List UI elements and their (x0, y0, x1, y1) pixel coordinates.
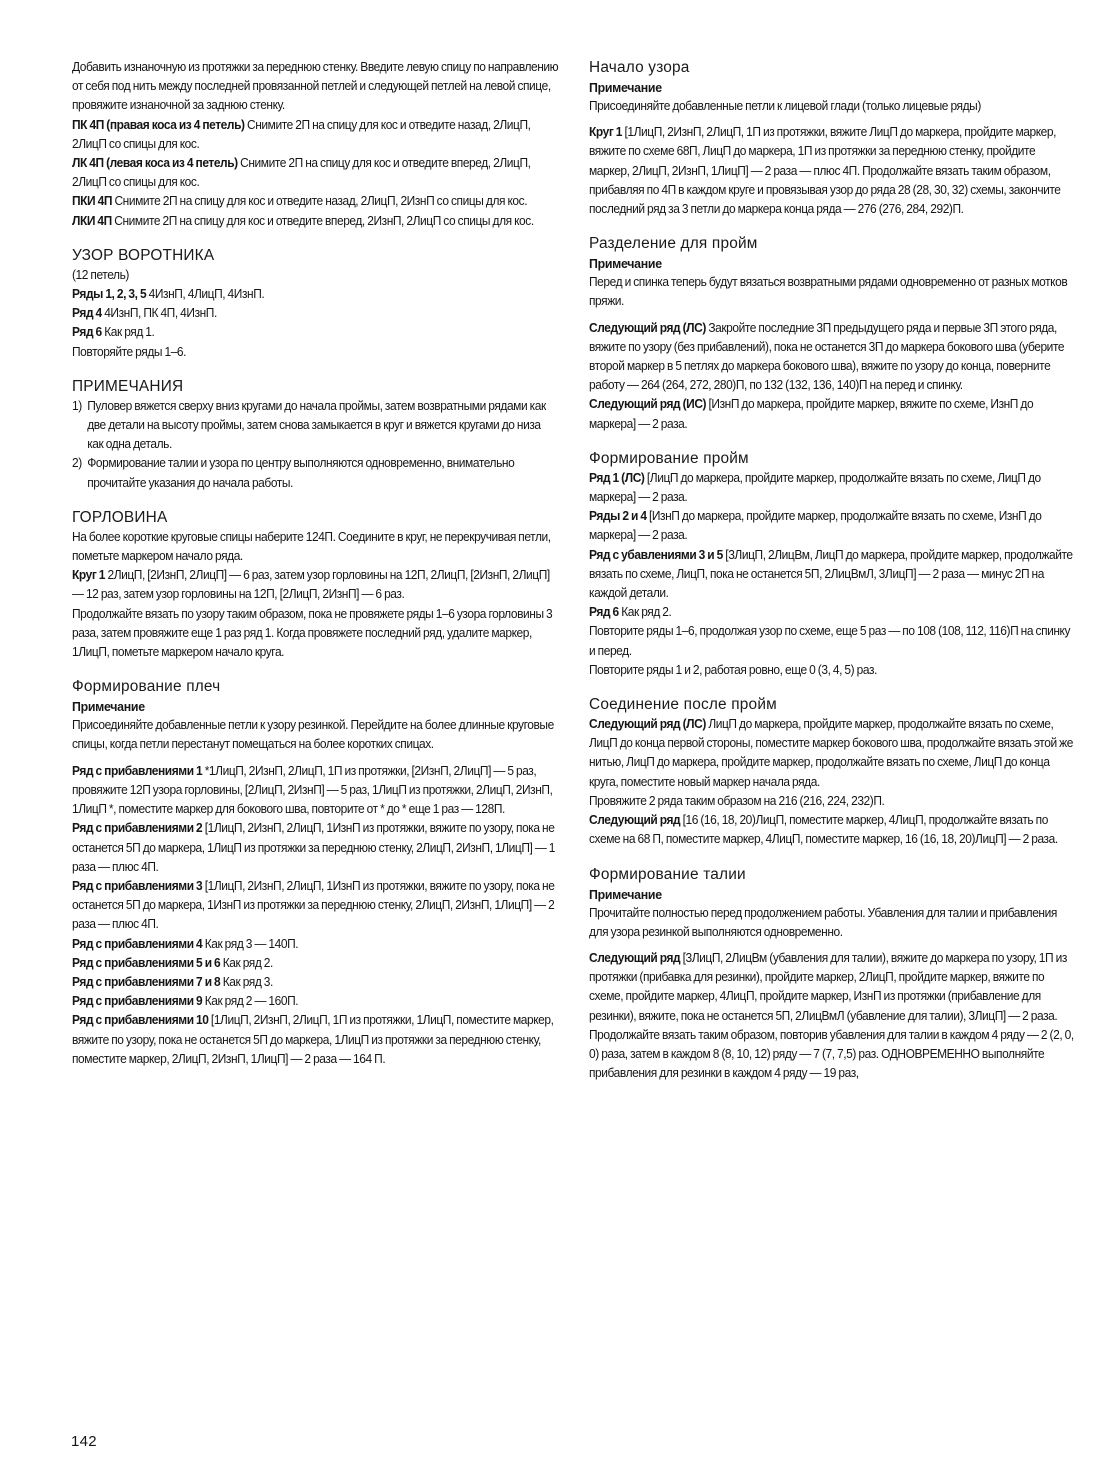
bold-term: Следующий ряд (ИС) (589, 397, 707, 412)
bold-term: Ряд 6 (72, 325, 102, 340)
inc-row: Ряд с прибавлениями 5 и 6 Как ряд 2. (72, 955, 273, 970)
row-instruction: Следующий ряд (ЛС) Закройте последние 3П предыдущего ряда и первые 3П этого ряда, вяжите по узору (без прибавлений), пока не останется 3П до маркера бокового шва (уберите второй маркер в 5 петлях до маркера бокового шва), вяжите по узору до конца, поверните работу — 264 (264, 272, 280)П, по 132 (132, 136, 140)П на перед и спинку. (589, 320, 1065, 393)
bold-term: Круг 1 (72, 568, 106, 583)
left-column (72, 58, 564, 1069)
collar-pattern-section (72, 246, 564, 362)
bold-term: Следующий ряд (ЛС) (589, 320, 706, 335)
notes-list (72, 397, 564, 493)
bold-term: ЛКИ 4П (72, 213, 112, 228)
bold-term: Ряды 2 и 4 (589, 509, 647, 524)
section-heading: Разделение для пройм (589, 235, 758, 253)
row-instruction: Повторяйте ряды 1–6. (72, 344, 187, 359)
row-instruction: Следующий ряд (ЛС) ЛицП до маркера, пройдите маркер, продолжайте вязать по схеме, ЛицП до конца первой стороны, поместите маркер бокового шва, продолжайте вязать этой же нитью, ЛицП до маркера, пройдите маркер, продолжайте вязать по схеме, ЛицП до конца круга, поместите новый маркер начала ряда. (589, 717, 1073, 789)
bold-term: Ряд с прибавлениями 7 и 8 (72, 974, 221, 989)
waist-shaping-section (589, 865, 1079, 1084)
row-instruction: Ряд 6 Как ряд 2. (589, 605, 672, 620)
note-text: Присоединяйте добавленные петли к узору резинкой. Перейдите на более длинные круговые спицы, когда петли перестанут помещаться на более коротких спицах. (72, 718, 554, 752)
bold-term: Круг 1 (589, 125, 623, 140)
row-instruction: Ряд 6 Как ряд 1. (72, 325, 155, 340)
note-label: Примечание (589, 256, 662, 272)
section-heading: Формирование пройм (589, 449, 749, 467)
bold-term: ЛК 4П (левая коса из 4 петель) (72, 156, 238, 171)
join-section (589, 695, 1079, 849)
row-instruction: Ряды 2 и 4 [ИзнП до маркера, пройдите маркер, продолжайте вязать по схеме, ИзнП до маркера] — 2 раза. (589, 509, 1042, 543)
row-instruction: Следующий ряд [16 (16, 18, 20)ЛицП, поместите маркер, 4ЛицП, продолжайте вязать по схеме на 68 П, поместите маркер, 4ЛицП, поместите маркер, 16 (16, 18, 20)ЛицП] — 2 раза. (589, 813, 1058, 847)
section-heading: ПРИМЕЧАНИЯ (72, 377, 184, 395)
note-label: Примечание (72, 699, 145, 715)
note-text: Прочитайте полностью перед продолжением работы. Убавления для талии и прибавления для узора резинкой выполняются одновременно. (589, 905, 1057, 939)
page-number: 142 (71, 1433, 97, 1450)
right-column (589, 58, 1079, 1083)
row-instruction: Провяжите 2 ряда таким образом на 216 (216, 224, 232)П. (589, 793, 885, 808)
section-heading: УЗОР ВОРОТНИКА (72, 246, 215, 264)
notes-section (72, 377, 564, 493)
bold-term: Ряд с прибавлениями 3 (72, 878, 203, 893)
pattern-start-section (589, 58, 1079, 219)
paragraph: На более короткие круговые спицы наберите 124П. Соедините в круг, не перекручивая петли, пометьте маркером начало ряда. (72, 529, 551, 564)
inc-row: Ряд с прибавлениями 9 Как ряд 2 — 160П. (72, 994, 299, 1009)
shoulder-shaping-section (72, 677, 564, 1069)
inc-row: Ряд с прибавлениями 10 [1ЛицП, 2ИзнП, 2ЛицП, 1П из протяжки, 1ЛицП, поместите маркер, вяжите по узору, пока не останется 5П до маркера, 1ЛицП из протяжки за переднюю стенку, поместите маркер, 2ЛицП, 2ИзнП, 1ЛицП] — 2 раза — 164 П. (72, 1013, 554, 1066)
row-instruction: Ряд 1 (ЛС) [ЛицП до маркера, пройдите маркер, продолжайте вязать по схеме, ЛицП до маркера] — 2 раза. (589, 470, 1041, 505)
row-instruction: Следующий ряд (ИС) [ИзнП до маркера, пройдите маркер, вяжите по схеме, ИзнП до маркера] — 2 раза. (589, 397, 1034, 431)
inc-row: Ряд с прибавлениями 2 [1ЛицП, 2ИзнП, 2ЛицП, 1ИзнП из протяжки, вяжите по узору, пока не останется 5П до маркера, 1ЛицП из протяжки за переднюю стенку, 2ЛицП, 2ИзнП, 1ЛицП] — 1 раза — плюс 4П. (72, 821, 556, 874)
bold-term: ПКИ 4П (72, 194, 113, 209)
section-heading: Формирование талии (589, 865, 746, 883)
note-text: Присоединяйте добавленные петли к лицевой глади (только лицевые ряды) (589, 99, 981, 113)
abbr-inc-purl: Добавить изнаночную из протяжки за переднюю стенку. Введите левую спицу по направлению от себя под нить между последней провязанной петлей и следующей петлей на левой спице, провяжите изнаночной за заднюю стенку. (72, 60, 559, 113)
bold-term: Ряд с прибавлениями 9 (72, 994, 203, 1009)
section-heading: ГОРЛОВИНА (72, 508, 168, 526)
abbr-rc4: ПК 4П (правая коса из 4 петель) Снимите 2П на спицу для кос и отведите назад, 2ЛицП, 2ЛицП со спицы для кос. (72, 117, 531, 151)
row-instruction: Продолжайте вязать таким образом, повторив убавления для талии в каждом 4 ряду — 2 (2, 0, 0) раза, затем в каждом 8 (8, 10, 12) ряду — 7 (7, 7,5) раз. ОДНОВРЕМЕННО выполняйте прибавления для резинки в каждом 4 ряду — 19 раз, (589, 1027, 1074, 1081)
note-label: Примечание (589, 80, 662, 95)
bold-term: Ряды 1, 2, 3, 5 (72, 287, 147, 302)
inc-row: Ряд с прибавлениями 7 и 8 Как ряд 3. (72, 974, 273, 989)
abbreviations (72, 58, 564, 231)
section-heading: Начало узора (589, 59, 690, 76)
armhole-shaping-section (589, 449, 1079, 680)
row-instruction: Ряды 1, 2, 3, 5 4ИзнП, 4ЛицП, 4ИзнП. (72, 287, 265, 302)
inc-row: Ряд с прибавлениями 1 *1ЛицП, 2ИзнП, 2ЛицП, 1П из протяжки, [2ИзнП, 2ЛицП] — 5 раз, провяжите 12П узора горловины, [2ЛицП, 2ИзнП] — 5 раз, 1ЛицП из протяжки, 2ЛицП, 2ИзнП, 1ЛицП *, поместите маркер для бокового шва, повторите от * до * еще 1 раз — 128П. (72, 763, 553, 817)
note-text: Перед и спинка теперь будут вязаться возвратными рядами одновременно от разных мотков пряжи. (589, 275, 1068, 309)
row-instruction: Следующий ряд [3ЛицП, 2ЛицВм (убавления для талии), вяжите до маркера по узору, 1П из протяжки (прибавка для резинки), пройдите маркер, 2ЛицП, пройдите маркер, вяжите по схеме, пройдите маркер, 4ЛицП, пройдите маркер, ИзнП из протяжки (прибавление для резинки), вяжите, пока не останется 5П, 2ЛицВмЛ (убавление для талии), 3ЛицП] — 2 раза. (589, 950, 1067, 1023)
bold-term: Следующий ряд (589, 950, 681, 965)
round-instruction: Круг 1 2ЛицП, [2ИзнП, 2ЛицП] — 6 раз, затем узор горловины на 12П, 2ЛицП, [2ИзнП, 2ЛицП] — 12 раз, затем узор горловины на 12П, [2ЛицП, 2ИзнП] — 6 раз. (72, 568, 550, 602)
paragraph: Продолжайте вязать по узору таким образом, пока не провяжете ряды 1–6 узора горловины 3 раза, затем провяжите еще 1 раз ряд 1. Когда провяжете последний ряд, удалите маркер, 1ЛицП, пометьте маркером начало круга. (72, 606, 553, 660)
bold-term: Ряд с прибавлениями 10 (72, 1013, 209, 1028)
row-instruction: Ряд с убавлениями 3 и 5 [3ЛицП, 2ЛицВм, ЛицП до маркера, пройдите маркер, продолжайте вязать по схеме, ЛицП, пока не останется 5П, 2ЛицВмЛ, 3ЛицП] — 2 раза — минус 2П на каждой детали. (589, 547, 1073, 601)
stitch-count: (12 петель) (72, 267, 129, 282)
bold-term: Ряд с прибавлениями 5 и 6 (72, 955, 221, 970)
note-item: 1) Пуловер вяжется сверху вниз кругами до начала проймы, затем возвратными рядами как две детали на высоту проймы, затем снова замыкается в круг и вяжется кругами до низа как одна деталь. (72, 398, 546, 452)
row-instruction: Повторите ряды 1 и 2, работая ровно, еще 0 (3, 4, 5) раз. (589, 662, 877, 677)
bold-term: Ряд с прибавлениями 1 (72, 763, 203, 778)
armhole-division-section (589, 234, 1079, 434)
bold-term: Ряд 4 (72, 306, 102, 321)
note-label: Примечание (589, 886, 662, 902)
row-instruction: Повторите ряды 1–6, продолжая узор по схеме, еще 5 раз — по 108 (108, 112, 116)П на спинку и перед. (589, 624, 1071, 658)
inc-row: Ряд с прибавлениями 3 [1ЛицП, 2ИзнП, 2ЛицП, 1ИзнП из протяжки, вяжите по узору, пока не останется 5П до маркера, 1ИзнП из протяжки за переднюю стенку, 2ЛицП, 2ИзнП, 1ЛицП] — 2 раза — плюс 4П. (72, 878, 555, 932)
bold-term: Ряд с убавлениями 3 и 5 (589, 547, 723, 562)
row-instruction: Ряд 4 4ИзнП, ПК 4П, 4ИзнП. (72, 306, 217, 321)
bold-term: Ряд 1 (ЛС) (589, 470, 645, 485)
bold-term: Следующий ряд (589, 813, 681, 828)
bold-term: ПК 4П (правая коса из 4 петель) (72, 117, 245, 132)
section-heading: Соединение после пройм (589, 696, 777, 714)
abbr-rcp4: ПКИ 4П Снимите 2П на спицу для кос и отведите назад, 2ЛицП, 2ИзнП со спицы для кос. (72, 194, 528, 209)
neckline-section (72, 508, 564, 662)
bold-term: Ряд с прибавлениями 4 (72, 936, 203, 951)
abbr-lcp4: ЛКИ 4П Снимите 2П на спицу для кос и отведите вперед, 2ИзнП, 2ЛицП со спицы для кос. (72, 213, 534, 228)
bold-term: Следующий ряд (ЛС) (589, 717, 706, 732)
bold-term: Ряд с прибавлениями 2 (72, 821, 203, 836)
section-heading: Формирование плеч (72, 678, 221, 696)
bold-term: Ряд 6 (589, 605, 619, 620)
round-instruction: Круг 1 [1ЛицП, 2ИзнП, 2ЛицП, 1П из протяжки, вяжите ЛицП до маркера, пройдите маркер, вяжите по схеме 68П, ЛицП до маркера, 1П из протяжки за переднюю стенку, пройдите маркер, 2ЛицП, 2ИзнП, 1ЛицП] — 2 раза — плюс 4П. Продолжайте вязать таким образом, прибавляя по 4П в каждом круге и провязывая узор до ряда 28 (28, 30, 32) схемы, закончите последний ряд за 3 петли до маркера конца ряда — 276 (276, 284, 292)П. (589, 125, 1061, 217)
abbr-lc4: ЛК 4П (левая коса из 4 петель) Снимите 2П на спицу для кос и отведите вперед, 2ЛицП, 2ЛицП со спицы для кос. (72, 156, 531, 190)
note-item: 2) Формирование талии и узора по центру выполняются одновременно, внимательно прочитайте указания до начала работы. (72, 456, 515, 490)
inc-row: Ряд с прибавлениями 4 Как ряд 3 — 140П. (72, 936, 299, 951)
